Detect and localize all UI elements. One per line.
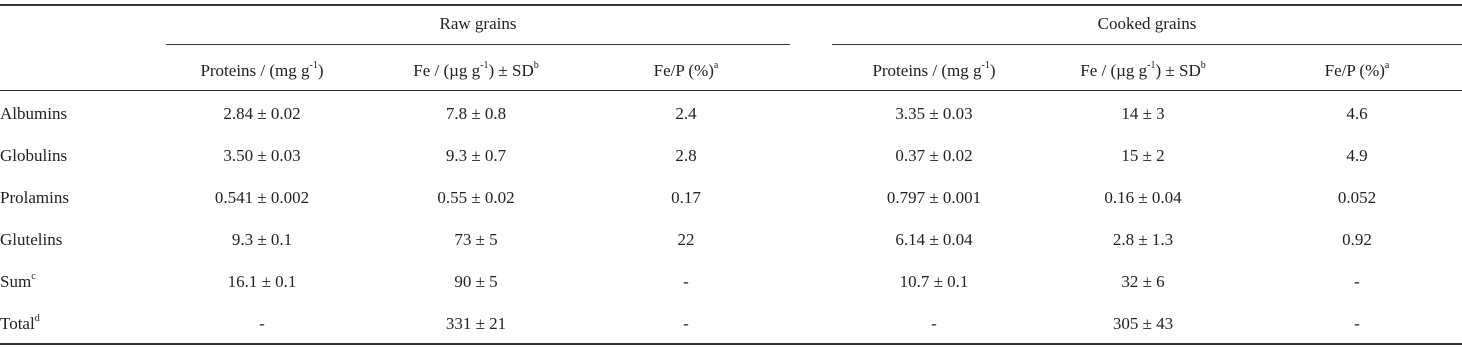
row-label <box>0 188 69 208</box>
table-cell: 90 ± 5 <box>454 272 498 291</box>
column-header-label: Proteins / (mg g <box>872 61 982 80</box>
table-cell: - <box>259 314 265 333</box>
column-header-label: Proteins / (mg g <box>200 61 310 80</box>
header-rule <box>0 90 1462 91</box>
row-label <box>0 314 40 334</box>
table-cell: 14 ± 3 <box>1121 104 1165 123</box>
table-cell: 3.35 ± 0.03 <box>895 104 973 123</box>
column-header-label: Fe/P (%) <box>1324 61 1385 80</box>
column-header-footnote: a <box>1384 60 1390 72</box>
table-cell: 0.541 ± 0.002 <box>214 188 310 207</box>
table-cell: 0.37 ± 0.02 <box>895 146 973 165</box>
row-label-text: Prolamins <box>0 188 69 207</box>
table-cell: 10.7 ± 0.1 <box>899 272 969 291</box>
row-label-footnote: d <box>34 313 40 325</box>
row-label-text: Globulins <box>0 146 68 165</box>
table-cell: - <box>683 272 689 291</box>
table-cell: 0.92 <box>1342 230 1372 249</box>
row-label-text: Sum <box>0 272 32 291</box>
table-cell: 0.17 <box>671 188 701 207</box>
column-header-footnote: a <box>713 60 719 72</box>
column-header <box>376 61 576 81</box>
table-cell: 22 <box>677 230 695 249</box>
row-label-text: Glutelins <box>0 230 63 249</box>
column-header-sup: -1 <box>309 60 318 72</box>
row-label-text: Albumins <box>0 104 68 123</box>
table-cell: 15 ± 2 <box>1121 146 1165 165</box>
table-cell: 3.50 ± 0.03 <box>223 146 301 165</box>
table-cell: 0.16 ± 0.04 <box>1104 188 1182 207</box>
top-rule <box>0 4 1462 6</box>
row-label <box>0 230 62 250</box>
table-cell: 2.8 <box>675 146 697 165</box>
column-header <box>1257 61 1457 81</box>
table-cell: 73 ± 5 <box>454 230 498 249</box>
table-cell: 2.8 ± 1.3 <box>1112 230 1174 249</box>
table-cell: 0.55 ± 0.02 <box>437 188 515 207</box>
table-cell: 32 ± 6 <box>1121 272 1165 291</box>
column-header-tail: ) <box>317 61 324 80</box>
table-cell: - <box>683 314 689 333</box>
column-header <box>834 61 1034 81</box>
column-header-label: Fe / (µg g <box>1080 61 1148 80</box>
row-label <box>0 146 67 166</box>
table-cell: - <box>931 314 937 333</box>
table-cell: - <box>1354 272 1360 291</box>
column-header-tail: ) ± SD <box>1155 61 1201 80</box>
table-cell: 0.797 ± 0.001 <box>886 188 982 207</box>
raw-grains-underline <box>166 44 790 45</box>
column-header <box>1043 61 1243 81</box>
column-header-sup: -1 <box>981 60 990 72</box>
cooked-grains-underline <box>832 44 1462 45</box>
column-header-tail: ) ± SD <box>488 61 534 80</box>
group-header-raw: Raw grains <box>439 14 517 33</box>
table-cell: - <box>1354 314 1360 333</box>
column-header-label: Fe/P (%) <box>653 61 714 80</box>
table-cell: 6.14 ± 0.04 <box>895 230 973 249</box>
column-header-tail: ) <box>989 61 996 80</box>
table-cell: 331 ± 21 <box>445 314 507 333</box>
table-cell: 9.3 ± 0.1 <box>231 230 293 249</box>
column-header <box>586 61 786 81</box>
column-header-footnote: b <box>1200 60 1206 72</box>
column-header-label: Fe / (µg g <box>413 61 481 80</box>
table-cell: 305 ± 43 <box>1112 314 1174 333</box>
table-cell: 2.84 ± 0.02 <box>223 104 301 123</box>
column-header-footnote: b <box>533 60 539 72</box>
row-label-footnote: c <box>31 271 36 283</box>
table-cell: 4.6 <box>1346 104 1368 123</box>
column-header-sup: -1 <box>1147 60 1156 72</box>
table-cell: 9.3 ± 0.7 <box>445 146 507 165</box>
table-cell: 16.1 ± 0.1 <box>227 272 297 291</box>
row-label <box>0 272 36 292</box>
bottom-rule <box>0 343 1462 345</box>
row-label <box>0 104 67 124</box>
group-header-cooked: Cooked grains <box>1097 14 1197 33</box>
column-header-sup: -1 <box>480 60 489 72</box>
table-cell: 2.4 <box>675 104 697 123</box>
column-header <box>162 61 362 81</box>
row-label-text: Total <box>0 314 35 333</box>
table-cell: 0.052 <box>1337 188 1377 207</box>
table-cell: 7.8 ± 0.8 <box>445 104 507 123</box>
table-cell: 4.9 <box>1346 146 1368 165</box>
